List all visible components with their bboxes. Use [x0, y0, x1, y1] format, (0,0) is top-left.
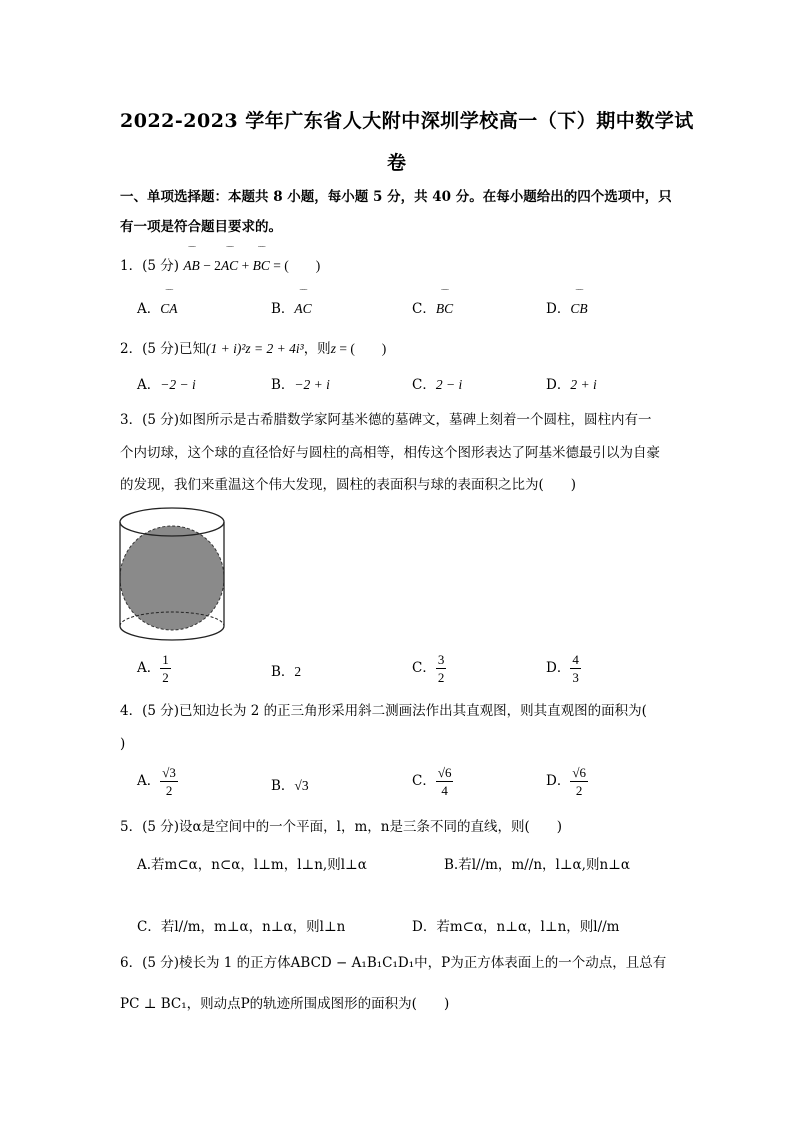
question-1	[120, 254, 320, 274]
denominator: 4	[441, 783, 448, 798]
option-label: A．	[137, 301, 161, 317]
question-3-line3: 的发现，我们来重温这个伟大发现，圆柱的表面积与球的表面积之比为( )	[120, 477, 577, 493]
fraction	[436, 766, 454, 797]
option-label: B．	[271, 301, 295, 317]
option-label: D．	[546, 301, 571, 317]
option-label: B．	[271, 664, 295, 680]
option-value: 2 + i	[570, 377, 597, 392]
option-value: ‾‾‾ BC	[436, 301, 453, 317]
answer-blank: = ( )	[269, 258, 321, 273]
numerator: 3	[437, 652, 445, 667]
question-2	[120, 337, 386, 357]
option-label: C．	[412, 301, 436, 317]
option-label: D．	[546, 660, 571, 676]
cylinder-sphere-figure	[112, 502, 230, 648]
option-value: √3	[294, 778, 309, 793]
vector-ac: ‾‾‾ AC	[221, 258, 238, 274]
question-text: 已知边长为 2 的正三角形采用斜二测画法作出其直观图，则其直观图的面积为(	[179, 703, 647, 719]
q3-option-a	[137, 653, 171, 684]
denominator: 2	[162, 670, 169, 685]
numerator: √3	[162, 765, 176, 780]
option-label: A．	[137, 773, 161, 789]
denominator: 2	[437, 670, 445, 685]
operator: − 2	[199, 258, 221, 273]
operator: +	[238, 258, 253, 273]
question-4	[120, 699, 647, 719]
option-value: −2 − i	[160, 377, 196, 392]
option-label: D．	[546, 773, 571, 789]
vector-ab: ‾‾‾ AB	[183, 258, 200, 274]
question-number: 1．(5 分)	[120, 258, 180, 274]
page-title: 2022-2023 学年广东省人大附中深圳学校高一（下）期中数学试	[120, 110, 694, 132]
q5-option-a: A.若m⊂α，n⊂α，l⊥m，l⊥n,则l⊥α	[137, 857, 367, 873]
question-4-line2: )	[120, 736, 126, 752]
question-6-line2: PC ⊥ BC₁，则动点P的轨迹所围成图形的面积为( )	[120, 996, 450, 1012]
inscribed-sphere	[120, 526, 224, 630]
equation: (1 + i)²z = 2 + 4i³	[206, 341, 304, 356]
q1-option-b	[271, 297, 312, 317]
numerator: √6	[572, 765, 586, 780]
question-number: 4．(5 分)	[120, 703, 180, 719]
question-text: 已知	[179, 341, 207, 357]
option-value: −2 + i	[294, 377, 330, 392]
fraction	[570, 766, 588, 797]
numerator: 1	[162, 652, 169, 667]
q4-option-c	[412, 766, 453, 797]
question-number: 3．(5 分)	[120, 412, 180, 428]
q2-option-a	[137, 373, 196, 393]
numerator: 4	[572, 652, 579, 667]
question-3	[120, 408, 652, 428]
q1-option-a	[137, 297, 178, 317]
question-3-line2: 个内切球，这个球的直径恰好与圆柱的高相等，相传这个图形表达了阿基米德最引以为自豪	[120, 445, 660, 461]
question-5	[120, 815, 562, 835]
section-header-cont: 有一项是符合题目要求的。	[120, 219, 282, 235]
question-6	[120, 951, 666, 971]
option-label: C．	[412, 660, 436, 676]
page-title-cont: 卷	[387, 152, 407, 174]
variable: z	[330, 341, 336, 356]
q5-option-c: C．若l//m，m⊥α，n⊥α，则l⊥n	[137, 919, 346, 935]
section-header: 一、单项选择题：本题共 8 小题，每小题 5 分，共 40 分。在每小题给出的四个选项中，只	[120, 189, 672, 205]
option-label: D．	[546, 377, 571, 393]
q5-option-b: B.若l//m，m//n，l⊥α,则n⊥α	[444, 857, 630, 873]
option-value: ‾‾‾ CA	[160, 301, 177, 317]
fraction	[160, 766, 178, 797]
q3-option-b	[271, 660, 301, 680]
q4-option-b	[271, 774, 309, 794]
q1-option-c	[412, 297, 453, 317]
q1-option-d	[546, 297, 588, 317]
q2-option-c	[412, 373, 462, 393]
question-text: ，则	[303, 341, 331, 357]
question-text: 棱长为 1 的正方体ABCD − A₁B₁C₁D₁中，P为正方体表面上的一个动点，且总有	[179, 955, 667, 971]
fraction	[436, 653, 447, 684]
question-number: 5．(5 分)	[120, 819, 180, 835]
denominator: 2	[575, 783, 583, 798]
question-text: 如图所示是古希腊数学家阿基米德的墓碑文，墓碑上刻着一个圆柱，圆柱内有一	[179, 412, 652, 428]
fraction	[570, 653, 581, 684]
option-label: C．	[412, 773, 436, 789]
q3-option-c	[412, 653, 446, 684]
option-value: ‾‾‾ CB	[570, 301, 587, 317]
option-value: ‾‾‾ AC	[294, 301, 311, 317]
q2-option-d	[546, 373, 597, 393]
q4-option-a	[137, 766, 178, 797]
vector-bc: ‾‾‾ BC	[253, 258, 270, 274]
option-label: A．	[137, 660, 161, 676]
option-label: B．	[271, 778, 295, 794]
question-number: 6．(5 分)	[120, 955, 180, 971]
denominator: 2	[165, 783, 173, 798]
numerator: √6	[437, 765, 452, 780]
option-label: A．	[137, 377, 161, 393]
option-value: 2	[294, 664, 302, 679]
q5-option-d: D．若m⊂α，n⊥α，l⊥n，则l//m	[412, 919, 620, 935]
q4-option-d	[546, 766, 588, 797]
option-label: C．	[412, 377, 436, 393]
fraction	[160, 653, 171, 684]
question-number: 2．(5 分)	[120, 341, 180, 357]
q3-option-d	[546, 653, 581, 684]
option-value: 2 − i	[435, 377, 463, 392]
q2-option-b	[271, 373, 330, 393]
answer-blank: = ( )	[335, 341, 387, 356]
question-text: 设α是空间中的一个平面，l，m，n是三条不同的直线，则( )	[179, 819, 562, 835]
option-label: B．	[271, 377, 295, 393]
denominator: 3	[572, 670, 579, 685]
